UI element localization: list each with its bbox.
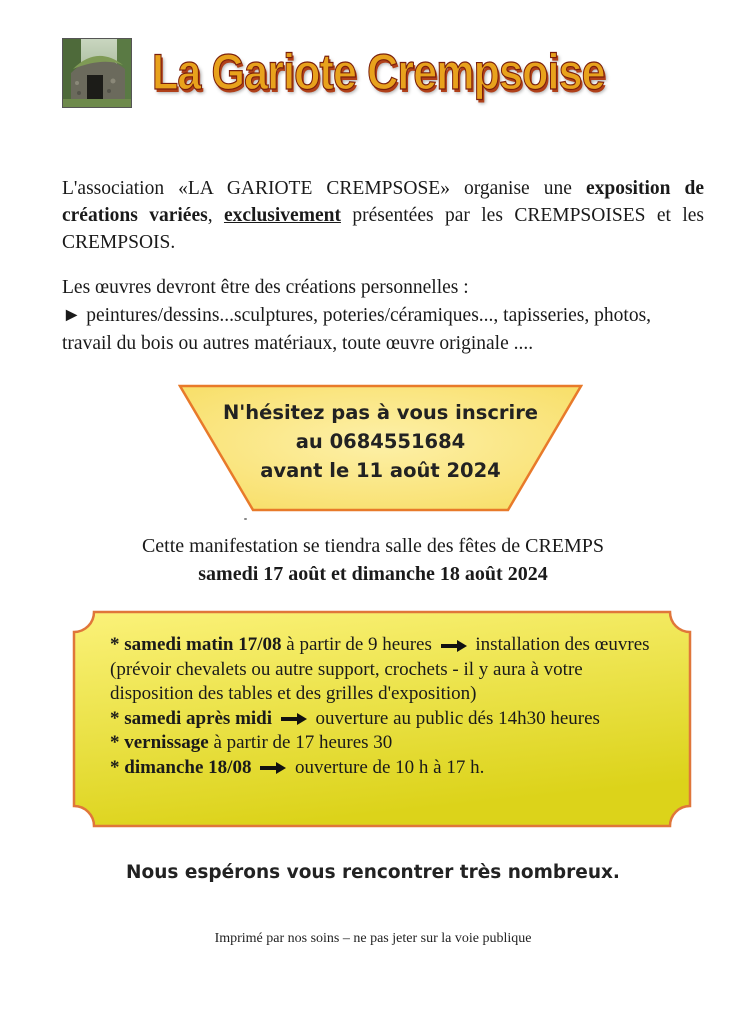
arrow-right-icon [441, 640, 467, 652]
schedule-item: * dimanche 18/08 ouverture de 10 h à 17 h. [110, 756, 485, 778]
intro-bold: exposition de créations variées [62, 178, 705, 226]
works-heading: Les œuvres devront être des créations personnelles : [62, 277, 469, 298]
closing-message: Nous espérons vous rencontrer très nombreux. [126, 862, 620, 883]
works-paragraph [62, 274, 704, 358]
arrow-right-icon [281, 713, 307, 725]
intro-text-3: présentées par les CREMPSOISES et les CREMPSOIS. [62, 205, 704, 253]
footer-note: Imprimé par nos soins – ne pas jeter sur la voie publique [214, 931, 532, 946]
triangle-bullet-icon: ► [62, 305, 82, 326]
venue-info [40, 532, 706, 588]
print-speck [244, 518, 247, 520]
works-list: peintures/dessins...sculptures, poteries/céramiques..., tapisseries, photos, travail du bois ou autres matériaux, toute œuvre originale .... [62, 305, 652, 354]
cta-line-1: N'hésitez pas à vous inscrire [222, 401, 539, 424]
schedule-item: * samedi matin 17/08 à partir de 9 heures installation des œuvres (prévoir chevalets ou autre support, crochets - il y aura à votre disposition des tables et des grilles d'exposition) [110, 634, 650, 704]
venue-line: Cette manifestation se tiendra salle des fêtes de CREMPS [141, 535, 605, 557]
schedule-list [110, 633, 670, 780]
arrow-right-icon [260, 762, 286, 774]
intro-paragraph [62, 175, 704, 256]
schedule-item: * samedi après midi ouverture au public dés 14h30 heures [110, 707, 600, 729]
cta-deadline: avant le 11 août 2024 [260, 459, 501, 482]
intro-text-1: L'association «LA GARIOTE CREMPSOSE» organise une [62, 178, 586, 199]
intro-underlined: exclusivement [223, 205, 341, 226]
intro-text-2: , [207, 205, 224, 226]
event-dates: samedi 17 août et dimanche 18 août 2024 [198, 563, 548, 585]
cta-text [178, 398, 583, 485]
cta-phone: au 0684551684 [295, 430, 466, 453]
page-title: La Gariote Crempsoise [152, 44, 605, 100]
schedule-item: * vernissage à partir de 17 heures 30 [110, 732, 393, 753]
gariote-photo [62, 38, 132, 108]
